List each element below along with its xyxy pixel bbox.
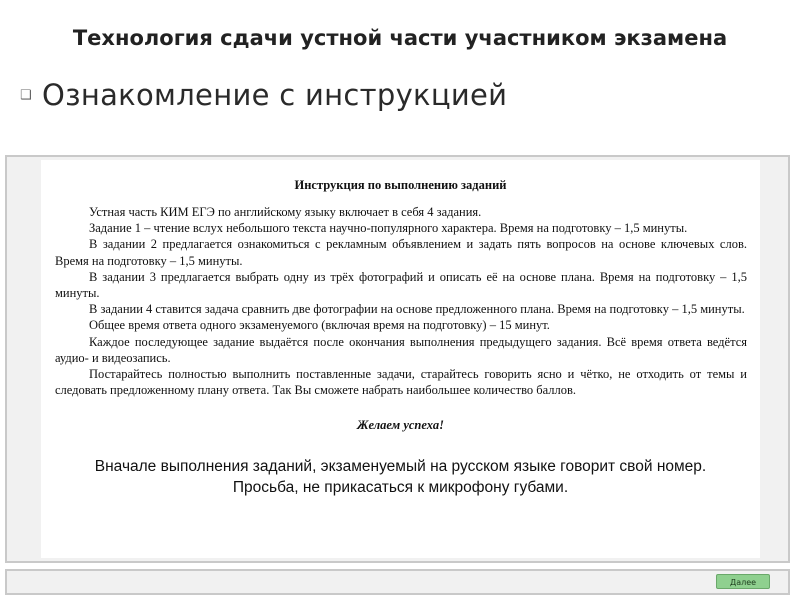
bullet-icon: ❑ <box>20 87 32 103</box>
exam-screen-frame <box>5 155 790 563</box>
instruction-document <box>41 160 760 558</box>
document-paragraph: Задание 1 – чтение вслух небольшого текста научно-популярного характера. Время на подготовку – 1,5 минуты. <box>89 221 688 236</box>
document-title: Инструкция по выполнению заданий <box>294 178 507 192</box>
document-paragraph: Постарайтесь полностью выполнить поставленные задачи, старайтесь говорить ясно и чётко, не отходить от темы и следовать предложенному плану ответа. Так Вы сможете набрать наибольшее количество баллов. <box>55 367 747 398</box>
bullet-item <box>20 78 507 112</box>
document-paragraph: Каждое последующее задание выдаётся после окончания выполнения предыдущего задания. Всё время ответа ведётся аудио- и видеозапись. <box>55 334 747 365</box>
slide-title: Технология сдачи устной части участником экзамена <box>72 26 728 50</box>
navigation-bar <box>5 569 790 595</box>
speaker-note-line: Вначале выполнения заданий, экзаменуемый на русском языке говорит свой номер. <box>94 458 707 475</box>
document-paragraph: Общее время ответа одного экзаменуемого (включая время на подготовку) – 15 минут. <box>89 318 550 333</box>
bullet-text: Ознакомление с инструкцией <box>42 78 508 112</box>
document-paragraph: В задании 3 предлагается выбрать одну из трёх фотографий и описать её на основе плана. Время на подготовку – 1,5 минуты. <box>55 269 747 301</box>
speaker-note <box>41 456 760 498</box>
document-paragraph: В задании 2 предлагается ознакомиться с рекламным объявлением и задать пять вопросов на основе ключевых слов. Время на подготовку – 1,5 минуты. <box>55 237 747 268</box>
speaker-note-line: Просьба, не прикасаться к микрофону губами. <box>232 479 569 496</box>
document-paragraph: В задании 4 ставится задача сравнить две фотографии на основе предложенного плана. Время на подготовку – 1,5 минуты. <box>89 302 745 317</box>
document-body <box>55 204 747 398</box>
next-button[interactable]: Далее <box>716 574 770 589</box>
good-luck-text: Желаем успеха! <box>357 418 444 432</box>
document-paragraph: Устная часть КИМ ЕГЭ по английскому языку включает в себя 4 задания. <box>89 205 482 219</box>
